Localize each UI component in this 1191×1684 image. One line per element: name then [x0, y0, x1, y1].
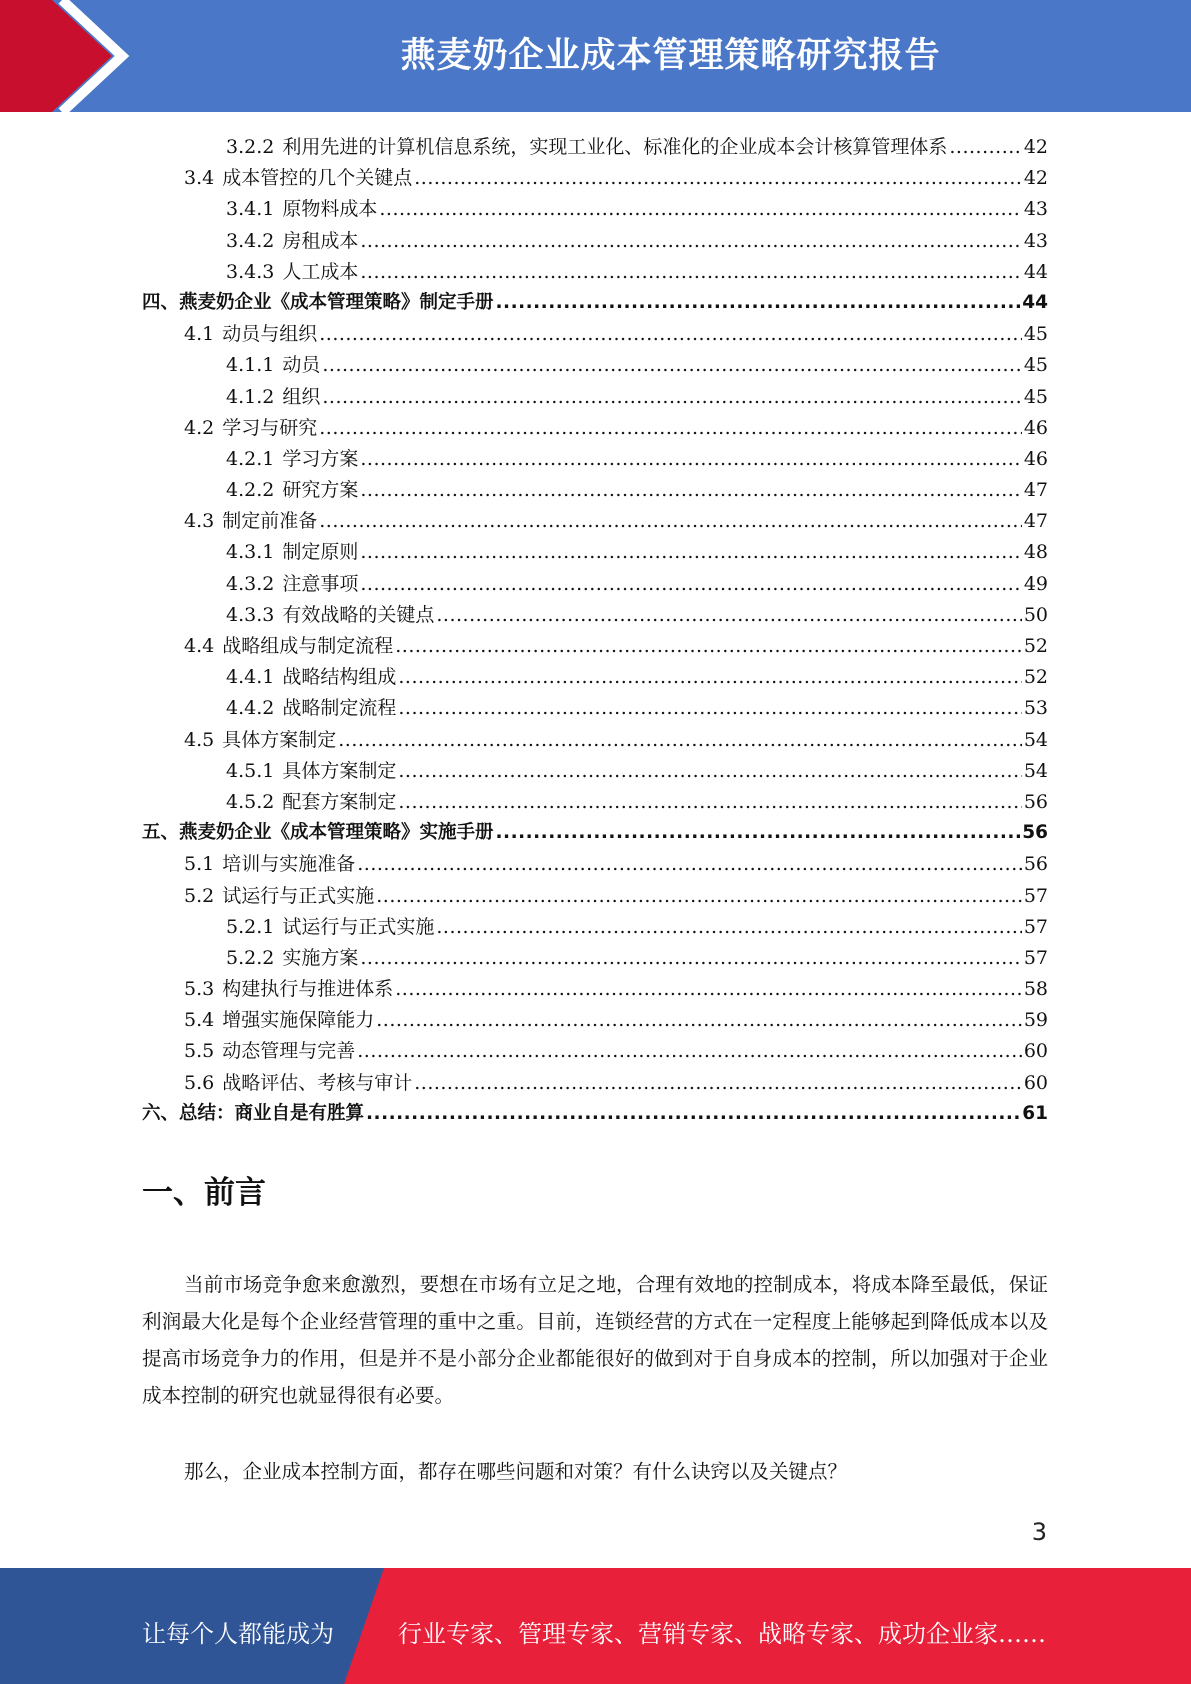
toc-entry-title: 试运行与正式实施 [282, 915, 435, 938]
toc-entry-number: 4.3.1 [226, 541, 275, 564]
toc-dot-leader [436, 916, 1021, 938]
toc-entry-title: 利用先进的计算机信息系统，实现工业化、标准化的企业成本会计核算管理体系 [282, 136, 948, 158]
toc-dot-leader [398, 760, 1021, 782]
toc-entry[interactable] [142, 257, 1048, 288]
toc-dot-leader [357, 853, 1022, 875]
toc-entry-title: 战略结构组成 [282, 666, 397, 689]
toc-entry[interactable] [142, 163, 1048, 194]
toc-entry[interactable] [142, 818, 1048, 849]
page-footer [0, 1568, 1191, 1684]
toc-entry[interactable] [142, 725, 1048, 756]
toc-entry-number: 5.5 [184, 1040, 215, 1063]
page-header [0, 0, 1191, 112]
toc-entry-title: 战略制定流程 [282, 697, 397, 720]
toc-entry-page: 49 [1023, 572, 1048, 595]
footer-slogan-right: 行业专家、管理专家、营销专家、战略专家、成功企业家…… [398, 1620, 1046, 1648]
toc-entry-title: 人工成本 [282, 260, 359, 283]
toc-entry[interactable] [142, 132, 1048, 163]
toc-dot-leader [395, 978, 1022, 1000]
toc-entry-title: 试运行与正式实施 [222, 884, 375, 907]
toc-entry-title: 具体方案制定 [282, 759, 397, 782]
toc-dot-leader [376, 885, 1022, 907]
toc-entry-page: 44 [1023, 260, 1048, 283]
toc-entry-number: 4.4.1 [226, 666, 275, 689]
toc-entry[interactable] [142, 849, 1048, 880]
toc-entry[interactable] [142, 1036, 1048, 1067]
toc-entry-number: 4.3.3 [226, 603, 275, 626]
toc-entry-page: 44 [1022, 291, 1048, 313]
toc-entry-page: 60 [1023, 1071, 1048, 1094]
toc-entry-title: 动态管理与完善 [222, 1040, 356, 1063]
toc-entry-number: 4.4.2 [226, 697, 275, 720]
toc-dot-leader [338, 729, 1022, 751]
toc-entry-title: 制定前准备 [222, 510, 318, 533]
toc-entry-page: 47 [1023, 510, 1048, 533]
body-paragraph: 当前市场竞争愈来愈激烈，要想在市场有立足之地，合理有效地的控制成本，将成本降至最低，保证利润最大化是每个企业经营管理的重中之重。目前，连锁经营的方式在一定程度上能够起到降低成本以及提高市场竞争力的作用，但是并不是小部分企业都能很好的做到对于自身成本的控制，所以加强对于企业成本控制的研究也就显得很有必要。 [142, 1273, 1048, 1407]
footer-slogan-left: 让每个人都能成为 [142, 1620, 334, 1648]
table-of-contents [142, 132, 1048, 1130]
toc-entry-number: 5.3 [184, 978, 215, 1001]
toc-entry[interactable] [142, 1005, 1048, 1036]
toc-entry[interactable] [142, 974, 1048, 1005]
toc-entry-page: 57 [1023, 946, 1048, 969]
toc-entry-number: 4.2.2 [226, 479, 275, 502]
toc-entry-title: 六、总结：商业自是有胜算 [142, 1102, 365, 1124]
toc-entry-page: 57 [1023, 915, 1048, 938]
toc-entry[interactable] [142, 943, 1048, 974]
toc-dot-leader [395, 635, 1022, 657]
toc-entry[interactable] [142, 288, 1048, 319]
toc-entry-page: 45 [1023, 385, 1048, 408]
toc-entry-page: 53 [1023, 697, 1048, 720]
toc-entry-page: 47 [1023, 479, 1048, 502]
toc-entry-page: 45 [1023, 354, 1048, 377]
toc-entry[interactable] [142, 787, 1048, 818]
toc-entry-number: 4.3 [184, 510, 215, 533]
toc-entry-title: 具体方案制定 [222, 728, 337, 751]
toc-dot-leader [414, 1072, 1022, 1094]
toc-entry-title: 战略组成与制定流程 [222, 635, 394, 657]
toc-entry-title: 学习与研究 [222, 416, 318, 439]
toc-entry-title: 动员 [282, 354, 321, 377]
toc-entry-number: 5.2.1 [226, 915, 275, 938]
toc-entry-page: 52 [1023, 666, 1048, 689]
toc-entry-page: 56 [1023, 853, 1048, 876]
toc-entry[interactable] [142, 1068, 1048, 1099]
toc-entry-title: 房租成本 [282, 229, 359, 252]
toc-entry-title: 学习方案 [282, 447, 359, 470]
toc-entry-page: 52 [1023, 635, 1048, 657]
section-heading: 一、前言 [142, 1175, 266, 1211]
toc-entry[interactable] [142, 569, 1048, 600]
toc-entry-title: 制定原则 [282, 541, 359, 564]
toc-entry-number: 3.4.2 [226, 229, 275, 252]
toc-entry-page: 59 [1023, 1009, 1048, 1032]
document-title: 燕麦奶企业成本管理策略研究报告 [400, 36, 941, 76]
toc-dot-leader [360, 479, 1021, 501]
toc-entry-number: 4.3.2 [226, 572, 275, 595]
toc-entry-title: 五、燕麦奶企业《成本管理策略》实施手册 [142, 822, 494, 844]
toc-entry[interactable] [142, 413, 1048, 444]
toc-entry-title: 四、燕麦奶企业《成本管理策略》制定手册 [142, 291, 494, 313]
toc-entry-title: 构建执行与推进体系 [222, 978, 394, 1001]
toc-entry-number: 3.4.3 [226, 260, 275, 283]
toc-entry-title: 原物料成本 [282, 198, 378, 221]
toc-entry-page: 60 [1023, 1040, 1048, 1063]
toc-dot-leader [360, 448, 1021, 470]
toc-entry[interactable] [142, 444, 1048, 475]
toc-entry[interactable] [142, 506, 1048, 537]
toc-entry-title: 注意事项 [282, 572, 359, 595]
toc-entry[interactable] [142, 475, 1048, 506]
toc-entry-page: 48 [1023, 541, 1048, 564]
toc-entry-title: 战略评估、考核与审计 [222, 1071, 413, 1094]
toc-dot-leader [949, 136, 1021, 158]
toc-entry-number: 5.4 [184, 1009, 215, 1032]
toc-entry[interactable] [142, 537, 1048, 568]
toc-entry-number: 4.1.1 [226, 354, 275, 377]
header-arrow-decoration [0, 0, 160, 112]
toc-entry[interactable] [142, 693, 1048, 724]
toc-entry-number: 5.2.2 [226, 946, 275, 969]
toc-dot-leader [360, 947, 1021, 969]
toc-entry[interactable] [142, 756, 1048, 787]
toc-entry-number: 4.5 [184, 728, 215, 751]
toc-entry-number: 4.5.1 [226, 759, 275, 782]
toc-entry-title: 配套方案制定 [282, 790, 397, 813]
toc-entry-page: 42 [1023, 167, 1048, 190]
toc-entry-title: 动员与组织 [222, 323, 318, 346]
toc-dot-leader [322, 354, 1021, 376]
toc-entry-title: 培训与实施准备 [222, 853, 356, 876]
toc-dot-leader [366, 1103, 1020, 1124]
toc-entry[interactable] [142, 226, 1048, 257]
toc-entry-title: 有效战略的关键点 [282, 603, 435, 626]
toc-entry-page: 56 [1023, 790, 1048, 813]
toc-entry-number: 3.4 [184, 167, 215, 190]
toc-entry-number: 4.4 [184, 635, 215, 657]
toc-entry[interactable] [142, 912, 1048, 943]
toc-entry-number: 4.2 [184, 416, 215, 439]
body-paragraph: 那么，企业成本控制方面，都存在哪些问题和对策？有什么诀窍以及关键点？ [184, 1460, 848, 1483]
toc-dot-leader [360, 261, 1021, 283]
toc-dot-leader [319, 510, 1022, 532]
toc-entry-page: 54 [1023, 728, 1048, 751]
toc-entry-page: 46 [1023, 447, 1048, 470]
toc-entry-page: 46 [1023, 416, 1048, 439]
toc-dot-leader [319, 417, 1022, 439]
toc-entry-page: 43 [1023, 229, 1048, 252]
toc-entry-title: 组织 [282, 385, 321, 408]
toc-dot-leader [398, 666, 1021, 688]
toc-entry[interactable] [142, 194, 1048, 225]
toc-entry[interactable] [142, 600, 1048, 631]
toc-entry[interactable] [142, 350, 1048, 381]
toc-dot-leader [360, 541, 1021, 563]
toc-entry-page: 58 [1023, 978, 1048, 1001]
toc-entry[interactable] [142, 319, 1048, 350]
toc-entry-page: 61 [1022, 1102, 1048, 1124]
toc-entry-page: 57 [1023, 884, 1048, 907]
toc-dot-leader [360, 230, 1021, 252]
toc-dot-leader [414, 167, 1022, 189]
toc-entry-page: 43 [1023, 198, 1048, 221]
toc-entry-title: 实施方案 [282, 946, 359, 969]
toc-entry[interactable] [142, 881, 1048, 912]
page-number: 3 [1031, 1518, 1047, 1546]
toc-entry-page: 54 [1023, 759, 1048, 782]
toc-dot-leader [398, 791, 1021, 813]
toc-dot-leader [376, 1009, 1022, 1031]
toc-entry-number: 3.2.2 [226, 136, 275, 158]
toc-entry-title: 增强实施保障能力 [222, 1009, 375, 1032]
toc-dot-leader [398, 697, 1021, 719]
toc-entry-number: 5.6 [184, 1071, 215, 1094]
toc-entry[interactable] [142, 631, 1048, 662]
toc-entry-number: 3.4.1 [226, 198, 275, 221]
toc-dot-leader [322, 386, 1021, 408]
toc-dot-leader [496, 822, 1021, 843]
toc-entry-page: 50 [1023, 603, 1048, 626]
toc-entry-number: 4.5.2 [226, 790, 275, 813]
toc-dot-leader [319, 323, 1022, 345]
toc-dot-leader [379, 198, 1021, 220]
toc-entry-title: 研究方案 [282, 479, 359, 502]
toc-dot-leader [436, 604, 1021, 626]
toc-entry-number: 5.2 [184, 884, 215, 907]
toc-dot-leader [496, 292, 1021, 313]
toc-entry-page: 45 [1023, 323, 1048, 346]
toc-entry-page: 56 [1022, 822, 1048, 844]
toc-entry-number: 4.1 [184, 323, 215, 346]
toc-entry[interactable] [142, 382, 1048, 413]
toc-entry-number: 4.2.1 [226, 447, 275, 470]
toc-entry[interactable] [142, 662, 1048, 693]
toc-entry[interactable] [142, 1099, 1048, 1130]
toc-entry-number: 5.1 [184, 853, 215, 876]
toc-entry-number: 4.1.2 [226, 385, 275, 408]
toc-dot-leader [357, 1040, 1022, 1062]
toc-dot-leader [360, 573, 1021, 595]
toc-entry-page: 42 [1023, 136, 1048, 158]
toc-entry-title: 成本管控的几个关键点 [222, 167, 413, 190]
